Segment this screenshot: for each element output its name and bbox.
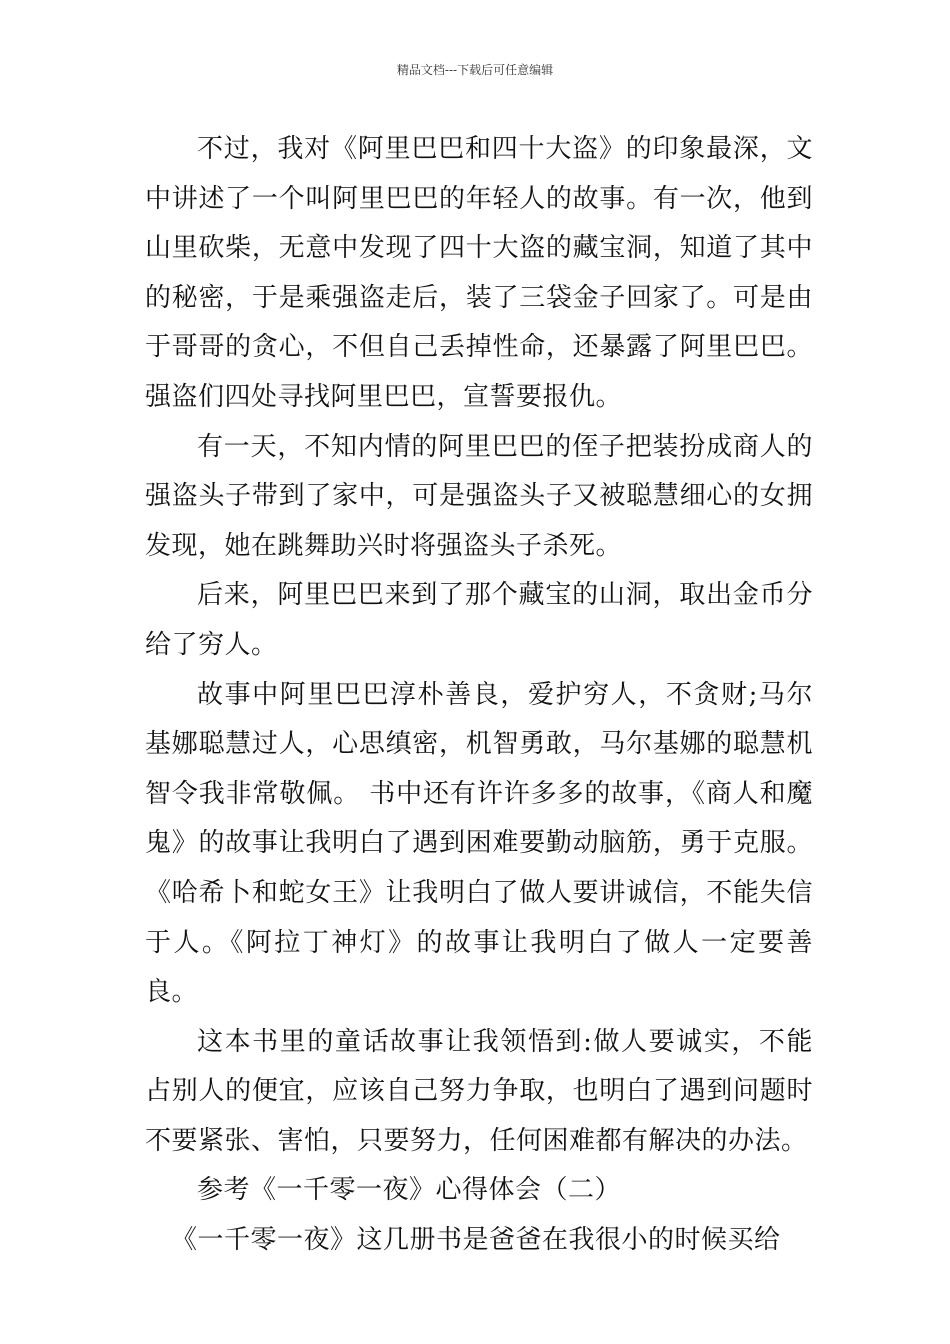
section-heading: 参考《一千零一夜》心得体会（二）: [197, 1175, 622, 1206]
paragraph-lesson: 这本书里的童话故事让我领悟到:做人要诚实，不能占别人的便宜，应该自己努力争取，也明白了遇到问题时不要紧张、害怕，只要努力，任何困难都有解决的办法。: [145, 1026, 813, 1156]
paragraph-nephew: 有一天，不知内情的阿里巴巴的侄子把装扮成商人的强盗头子带到了家中，可是强盗头子又被聪慧细心的女拥发现，她在跳舞助兴时将强盗头子杀死。: [145, 431, 813, 561]
paragraph-character-reflection: 故事中阿里巴巴淳朴善良，爱护穷人，不贪财;马尔基娜聪慧过人，心思缜密，机智勇敢，马尔基娜的聪慧机智令我非常敬佩。 书中还有许许多多的故事，《商人和魔鬼》的故事让我明白了遇到困难要勤动脑筋，勇于克服。《哈希卜和蛇女王》让我明白了做人要讲诚信，不能失信于人。《阿拉丁神灯》的故事让我明白了做人一定要善良。: [145, 679, 813, 1008]
paragraph-gold-coins: 后来，阿里巴巴来到了那个藏宝的山洞，取出金币分给了穷人。: [145, 580, 813, 660]
document-body: [145, 125, 813, 1266]
paragraph-ali-baba-story: 不过，我对《阿里巴巴和四十大盗》的印象最深，文中讲述了一个叫阿里巴巴的年轻人的故事。有一次，他到山里砍柴，无意中发现了四十大盗的藏宝洞，知道了其中的秘密，于是乘强盗走后，装了三袋金子回家了。可是由于哥哥的贪心，不但自己丢掉性命，还暴露了阿里巴巴。强盗们四处寻找阿里巴巴，宣誓要报仇。: [145, 134, 813, 412]
page-header: 精品文档---下载后可任意编辑: [396, 63, 554, 77]
paragraph-continuation: 《一千零一夜》这几册书是爸爸在我很小的时候买给: [171, 1225, 781, 1256]
